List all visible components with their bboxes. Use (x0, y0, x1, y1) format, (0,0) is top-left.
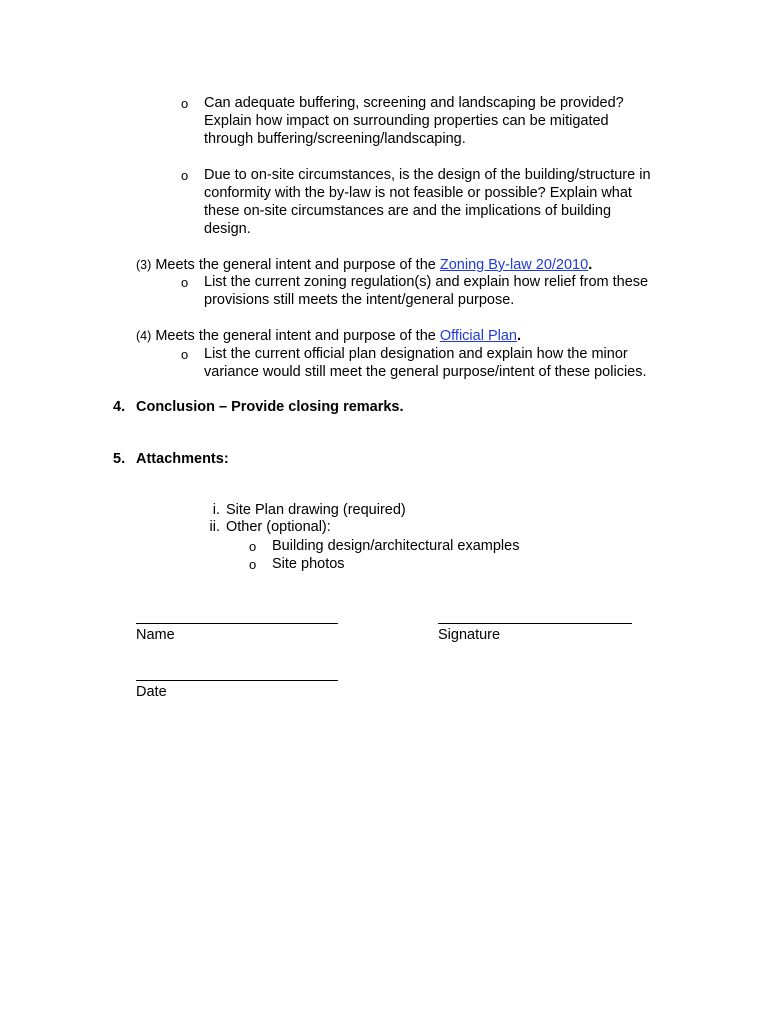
attachment-item-2: Other (optional): (226, 519, 331, 535)
block2-line-3: these on-site circumstances are and the implications of building (204, 203, 612, 219)
signature-label: Signature (438, 627, 501, 643)
section5-heading (113, 450, 229, 468)
item4-text: Meets the general intent and purpose of the (155, 328, 440, 344)
item3-number: (3) (136, 258, 152, 272)
bullet-icon: o (181, 168, 189, 183)
bullet-icon: o (249, 539, 257, 554)
item4-sub-line-2: variance would still meet the general purpose/intent of these policies. (204, 364, 647, 380)
block1-line-3: through buffering/screening/landscaping. (204, 131, 466, 147)
attachment-sub-item-2: Site photos (272, 556, 345, 572)
bullet-icon: o (181, 347, 189, 362)
attachment-item-1: Site Plan drawing (required) (226, 502, 406, 518)
item3-heading (136, 256, 592, 274)
bullet-icon: o (181, 275, 189, 290)
item4-sub-line-1: List the current official plan designation and explain how the minor (204, 346, 628, 362)
item3-text: Meets the general intent and purpose of the (155, 257, 440, 273)
section5-title: Attachments: (136, 451, 229, 467)
item3-sub-line-2: provisions still meets the intent/general purpose. (204, 292, 515, 308)
section5-number: 5. (113, 451, 126, 467)
block2-line-1: Due to on-site circumstances, is the design of the building/structure in (204, 167, 651, 183)
block2-line-2: conformity with the by-law is not feasible or possible? Explain what (204, 185, 632, 201)
signature-line (438, 623, 632, 624)
attachment-sub-item-1: Building design/architectural examples (272, 538, 520, 554)
section4-heading (113, 398, 404, 416)
block1-line-1: Can adequate buffering, screening and landscaping be provided? (204, 95, 624, 111)
attachment-numeral-1: i. (212, 502, 220, 518)
item3-sub-line-1: List the current zoning regulation(s) and explain how relief from these (204, 274, 649, 290)
name-label: Name (136, 627, 175, 643)
section4-number: 4. (113, 399, 126, 415)
section4-title: Conclusion – Provide closing remarks. (136, 399, 404, 415)
item4-number: (4) (136, 329, 152, 343)
date-signature-line (136, 680, 338, 681)
item4-period: . (516, 328, 522, 344)
block1-line-2: Explain how impact on surrounding properties can be mitigated (204, 113, 609, 129)
name-signature-line (136, 623, 338, 624)
bullet-icon: o (249, 557, 257, 572)
date-label: Date (136, 684, 167, 700)
bullet-icon: o (181, 96, 189, 111)
item4-heading (136, 327, 521, 345)
official-plan-link[interactable]: Official Plan (439, 328, 517, 344)
attachment-numeral-2: ii. (209, 519, 220, 535)
block2-line-4: design. (204, 221, 251, 237)
zoning-bylaw-link[interactable]: Zoning By-law 20/2010 (439, 257, 589, 273)
item3-period: . (588, 257, 593, 273)
